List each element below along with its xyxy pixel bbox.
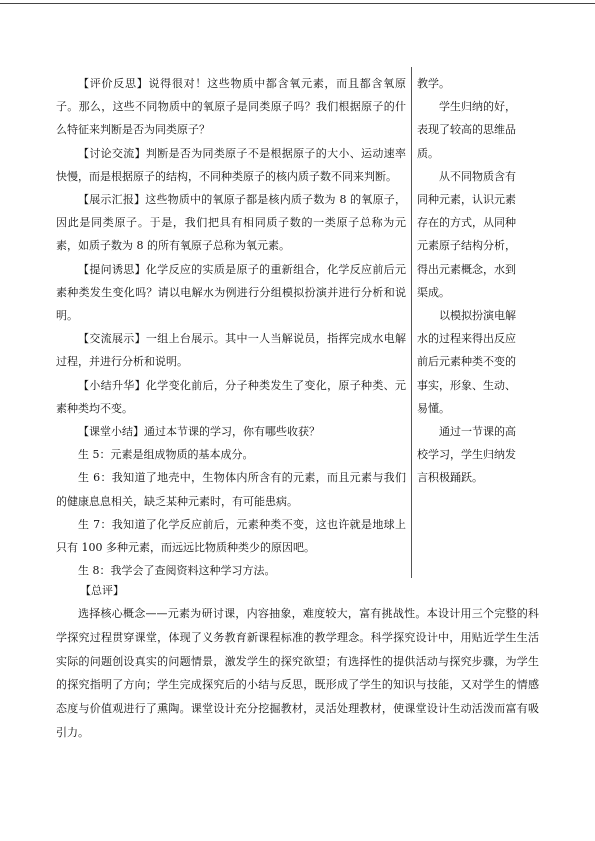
commentary-column [417, 72, 519, 490]
paragraph-student-7: 生 7：我知道了化学反应前后，元素种类不变，这也许就是地球上只有 100 多种元素，而远远比物质种类少的原因吧。 [56, 517, 406, 555]
commentary-continuation: 教学。 [417, 77, 450, 90]
paragraph-student-6: 生 6：我知道了地壳中，生物体内所含有的元素，而且元素与我们的健康息息相关，缺乏某种元素时，有可能患病。 [56, 471, 406, 508]
paragraph-group-showcase: 【交流展示】一组上台展示。其中一人当解说员，指挥完成水电解过程，并进行分析和说明。 [56, 332, 406, 369]
paragraph-class-summary: 【课堂小结】通过本节课的学习，你有哪些收获？ [78, 425, 320, 439]
commentary-simulation: 以模拟扮演电解水的过程来得出反应前后元素种类不变的事实，形象、生动、易懂。 [417, 309, 516, 415]
commentary-element-concept: 从不同物质含有同种元素，认识元素存在的方式，从同种元素原子结构分析，得出元素概念，水到渠成。 [417, 169, 516, 299]
overall-review-text: 选择核心概念——元素为研讨课，内容抽象，难度较大，富有挑战性。本设计用三个完整的科学探究过程贯穿课堂，体现了义务教育新课程标准的教学理念。科学探究设计中，用贴近学生生活实际的问题创设真实的问题情景，激发学生的探究欲望；有选择性的提供活动与探究步骤，为学生的探究指明了方向；学生完成探究后的小结与反思，既形成了学生的知识与技能，又对学生的情感态度与价值观进行了熏陶。课堂设计充分挖掘教材，灵活处理教材，使课堂设计生动活泼而富有吸引力。 [56, 607, 539, 739]
paragraph-summary-sublimation: 【小结升华】化学变化前后，分子种类发生了变化，原子种类、元素种类均不变。 [56, 378, 406, 415]
paragraph-question-prompt: 【提问诱思】化学反应的实质是原子的重新组合，化学反应前后元素种类发生变化吗？请以电解水为例进行分组模拟扮演并进行分析和说明。 [56, 262, 406, 323]
paragraph-presentation: 【展示汇报】这些物质中的氧原子都是核内质子数为 8 的氧原子，因此是同类原子。于是，我们把具有相同质子数的一类原子总称为元素，如质子数为 8 的所有氧原子总称为氧元素。 [56, 193, 406, 253]
commentary-student-induction: 学生归纳的好，表现了较高的思维品质。 [417, 100, 516, 160]
column-divider [411, 67, 412, 578]
paragraph-discussion: 【讨论交流】判断是否为同类原子不是根据原子的大小、运动速率快慢，而是根据原子的结构，不同种类原子的核内质子数不同来判断。 [56, 146, 406, 183]
paragraph-student-5: 生 5：元素是组成物质的基本成分。 [78, 448, 254, 462]
main-text-column [56, 72, 406, 582]
overall-review-heading: 【总评】 [80, 584, 124, 597]
header-rule [0, 3, 595, 4]
paragraph-student-8: 生 8：我学会了查阅资料这种学习方法。 [78, 564, 276, 578]
commentary-participation: 通过一节课的高校学习，学生归纳发言积极踊跃。 [417, 425, 516, 485]
paragraph-evaluation-reflection: 【评价反思】说得很对！这些物质中都含氧元素，而且都含氧原子。那么，这些不同物质中的氧原子是同类原子吗？我们根据原子的什么特征来判断是否为同类原子？ [56, 77, 406, 137]
